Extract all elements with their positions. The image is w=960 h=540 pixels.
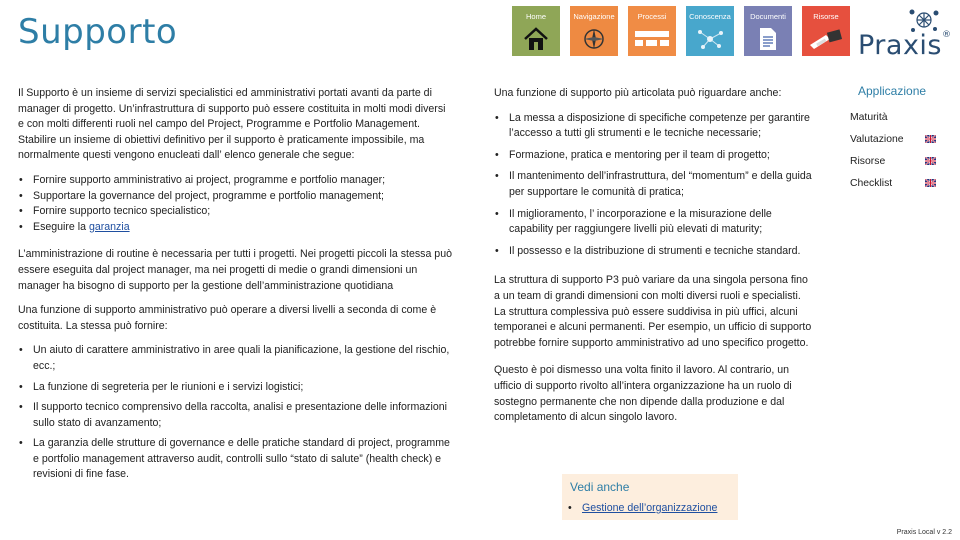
list-item: • Il supporto tecnico comprensivo della raccolta, analisi e presentazione delle informazioni sullo stato di avanzamento;: [18, 400, 454, 431]
list-item: • Il mantenimento dell’infrastruttura, del “momentum” e della guida per supportare le comunità di pratica;: [494, 169, 812, 200]
footer-version: Praxis Local v 2.2: [896, 529, 952, 536]
side-item-label: Risorse: [850, 155, 886, 167]
nav-documenti-button[interactable]: [744, 6, 792, 56]
list-item-text: Eseguire la: [33, 220, 89, 233]
nav-risorse-button[interactable]: [802, 6, 850, 56]
list-item: • Formazione, pratica e mentoring per il team di progetto;: [494, 148, 812, 164]
list-item: • Il possesso e la distribuzione di strumenti e tecniche standard.: [494, 244, 812, 260]
top-navigation: [512, 6, 850, 56]
nav-conoscenza-button[interactable]: [686, 6, 734, 56]
praxis-logo: [856, 8, 952, 61]
mid-paragraph-3: Questo è poi dismesso una volta finito il lavoro. Al contrario, un ufficio di supporto rivolto all’intera organizzazione ha un ruolo di sostegno permanente che non dipende dalla produzione e dal completamento di alcun singolo lavoro.: [494, 364, 792, 424]
nav-home-button[interactable]: [512, 6, 560, 56]
left-paragraph-3: Una funzione di supporto amministrativo può operare a diversi livelli a seconda di come è costituita. La stessa può fornire:: [18, 304, 437, 332]
uk-flag-icon: [925, 157, 936, 165]
mid-paragraph-2: La struttura di supporto P3 può variare da una singola persona fino a un team di grandi dimensioni con molti diversi ruoli e specialisti. La struttura complessiva può essere suddivisa in più uffici, alcuni temporanei e alcuni permanenti. Per esempio, un ufficio di supporto potrebbe fornire supporto amministrativo ad uno specifico progetto.: [494, 274, 812, 349]
left-paragraph-2: L’amministrazione di routine è necessaria per tutti i progetti. Nei progetti piccoli la stessa può essere eseguita dal project manager, ma nei progetti di medie o grandi dimensioni un manager ha bisogno di supporto per la gestione dell’amministrazione quotidiana: [18, 248, 452, 292]
list-item: • La garanzia delle strutture di governance e delle pratiche standard di project, programme e portfolio management attraverso audit, controlli sullo “stato di salute” (health check) e revisioni di fine fase.: [18, 436, 454, 483]
list-item: [18, 220, 454, 236]
see-also-title: Vedi anche: [570, 480, 630, 494]
compass-icon: [582, 26, 606, 52]
left-intro: Il Supporto è un insieme di servizi specialistici ed amministrativi portati avanti da parte di manager di progetto. Un’infrastruttura di supporto può essere costituita in molti modi diversi e con molti differenti ruoli nel campo del Project, Programme e Portfolio Management. Stabilire un insieme di obiettivi definitivo per il supporto è praticamente impossibile, ma normalmente questi vengono enucleati dall’ elenco generale che segue:: [18, 87, 446, 162]
left-list-1: [18, 173, 454, 235]
nav-home-label: Home: [525, 12, 546, 21]
mid-intro: Una funzione di supporto più articolata può riguardare anche:: [494, 87, 782, 99]
nav-risorse-label: Risorse: [813, 12, 839, 21]
list-item: • Un aiuto di carattere amministrativo in aree quali la pianificazione, la gestione del rischio, ecc.;: [18, 343, 454, 374]
side-item-checklist[interactable]: [850, 172, 936, 194]
side-item-maturita[interactable]: [850, 106, 936, 128]
list-item: [567, 502, 717, 514]
list-item: • Supportare la governance del project, programme e portfolio management;: [18, 189, 454, 205]
side-item-label: Checklist: [850, 177, 893, 189]
mid-list: [494, 111, 812, 260]
list-item: • La messa a disposizione di specifiche competenze per garantire l’accesso a tutti gli strumenti e le tecniche necessarie;: [494, 111, 812, 142]
side-item-label: Maturità: [850, 111, 888, 123]
middle-column: [494, 86, 812, 426]
list-item: • Il miglioramento, l’ incorporazione e la misurazione delle capability per raggiungere livelli più elevati di maturity;: [494, 207, 812, 238]
see-also-box: [562, 474, 738, 520]
left-list-2: [18, 343, 454, 483]
page-title: Supporto: [18, 12, 178, 52]
nav-documenti-label: Documenti: [750, 12, 786, 21]
gestione-organizzazione-link[interactable]: Gestione dell’organizzazione: [582, 502, 718, 514]
logo-registered-mark: ®: [942, 30, 952, 40]
nav-processi-button[interactable]: [628, 6, 676, 56]
nav-navigazione-label: Navigazione: [573, 12, 615, 21]
left-column: [18, 86, 454, 483]
side-item-valutazione[interactable]: [850, 128, 936, 150]
nav-conoscenza-label: Conoscenza: [689, 12, 731, 21]
network-icon: [695, 26, 725, 52]
side-title: Applicazione: [858, 84, 927, 98]
list-item: • La funzione di segreteria per le riunioni e i servizi logistici;: [18, 380, 454, 396]
side-item-label: Valutazione: [850, 133, 904, 145]
nav-processi-label: Processi: [637, 12, 667, 21]
house-icon: [523, 26, 549, 52]
side-panel: [850, 106, 936, 194]
logo-text: Praxis: [858, 30, 942, 61]
tools-icon: [808, 26, 844, 52]
uk-flag-icon: [925, 135, 936, 143]
process-icon: [634, 26, 670, 52]
list-item: • Fornire supporto amministrativo ai project, programme e portfolio manager;: [18, 173, 454, 189]
list-item: • Fornire supporto tecnico specialistico;: [18, 204, 454, 220]
side-item-risorse[interactable]: [850, 150, 936, 172]
garanzia-link[interactable]: garanzia: [88, 220, 130, 233]
nav-navigazione-button[interactable]: [570, 6, 618, 56]
uk-flag-icon: [925, 179, 936, 187]
document-icon: [758, 26, 778, 52]
